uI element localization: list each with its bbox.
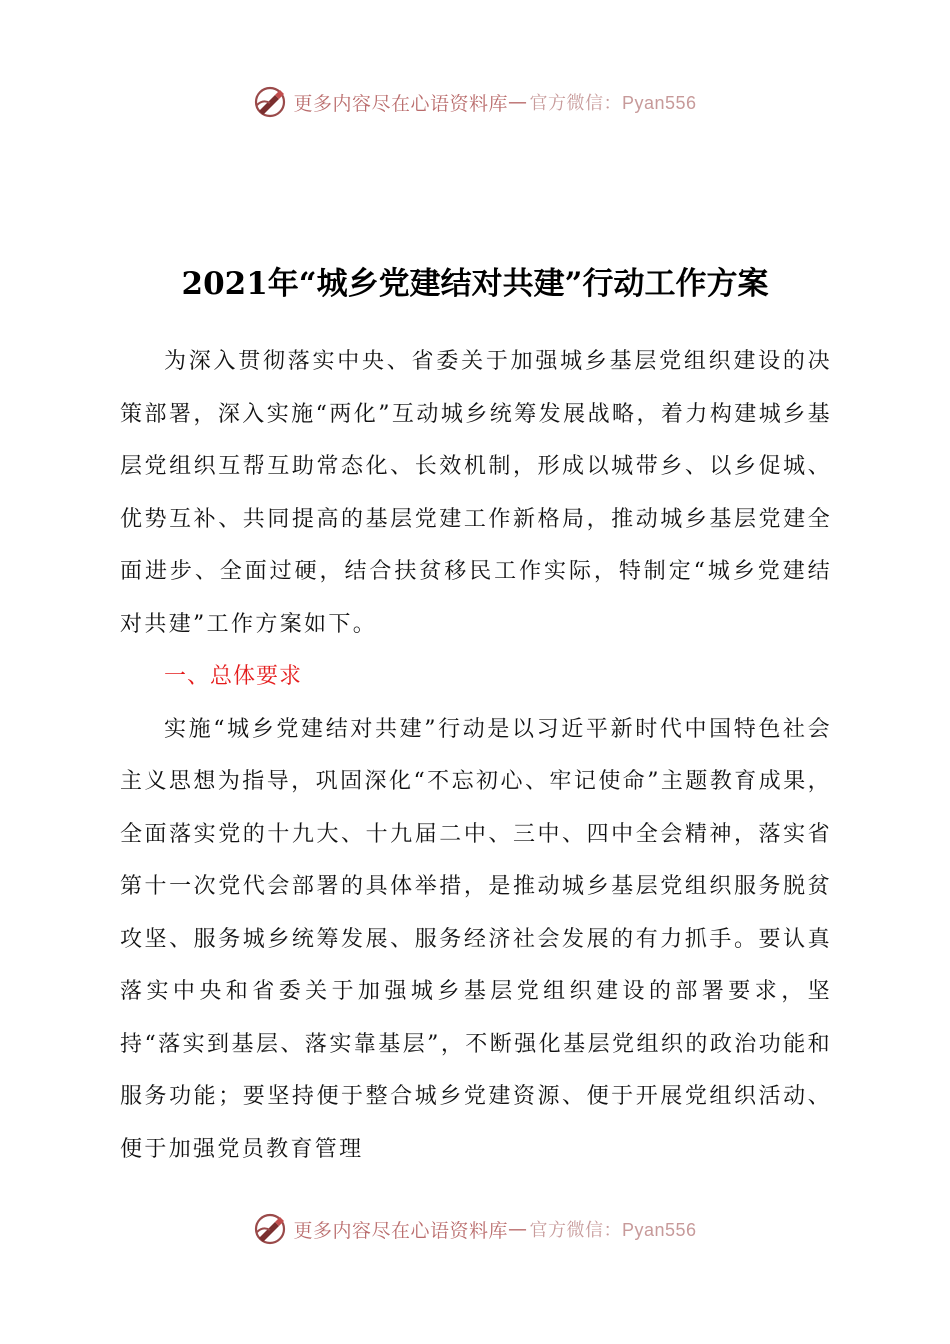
- watermark-dash: —: [507, 1218, 528, 1240]
- watermark-contact: 官方微信：Pyan556: [529, 93, 697, 113]
- intro-paragraph: 为深入贯彻落实中央、省委关于加强城乡基层党组织建设的决策部署，深入实施“两化”互动城乡统筹发展战略，着力构建城乡基层党组织互帮互助常态化、长效机制，形成以城带乡、以乡促城、优势互补、共同提高的基层党建工作新格局，推动城乡基层党建全面进步、全面过硬，结合扶贫移民工作实际，特制定“城乡党建结对共建”工作方案如下。: [120, 349, 832, 637]
- header-watermark: [0, 82, 950, 122]
- footer-watermark: [0, 1209, 950, 1249]
- watermark-contact: 官方微信：Pyan556: [529, 1220, 697, 1240]
- pen-logo-icon: [253, 1212, 287, 1246]
- document-body: [120, 336, 832, 1176]
- section-paragraph: 实施“城乡党建结对共建”行动是以习近平新时代中国特色社会主义思想为指导，巩固深化“不忘初心、牢记使命”主题教育成果，全面落实党的十九大、十九届二中、三中、四中全会精神，落实省第十一次党代会部署的具体举措，是推动城乡基层党组织服务脱贫攻坚、服务城乡统筹发展、服务经济社会发展的有力抓手。要认真落实中央和省委关于加强城乡基层党组织建设的部署要求，坚持“落实到基层、落实靠基层”，不断强化基层党组织的政治功能和服务功能；要坚持便于整合城乡党建资源、便于开展党组织活动、便于加强党员教育管理: [120, 716, 832, 1162]
- document-title: 2021年“城乡党建结对共建”行动工作方案: [181, 266, 769, 302]
- section-heading: 一、总体要求: [164, 664, 303, 689]
- watermark-dash: —: [507, 91, 528, 113]
- watermark-text: 更多内容尽在心语资料库: [293, 1219, 508, 1242]
- pen-logo-icon: [253, 85, 287, 119]
- watermark-text: 更多内容尽在心语资料库: [293, 92, 508, 115]
